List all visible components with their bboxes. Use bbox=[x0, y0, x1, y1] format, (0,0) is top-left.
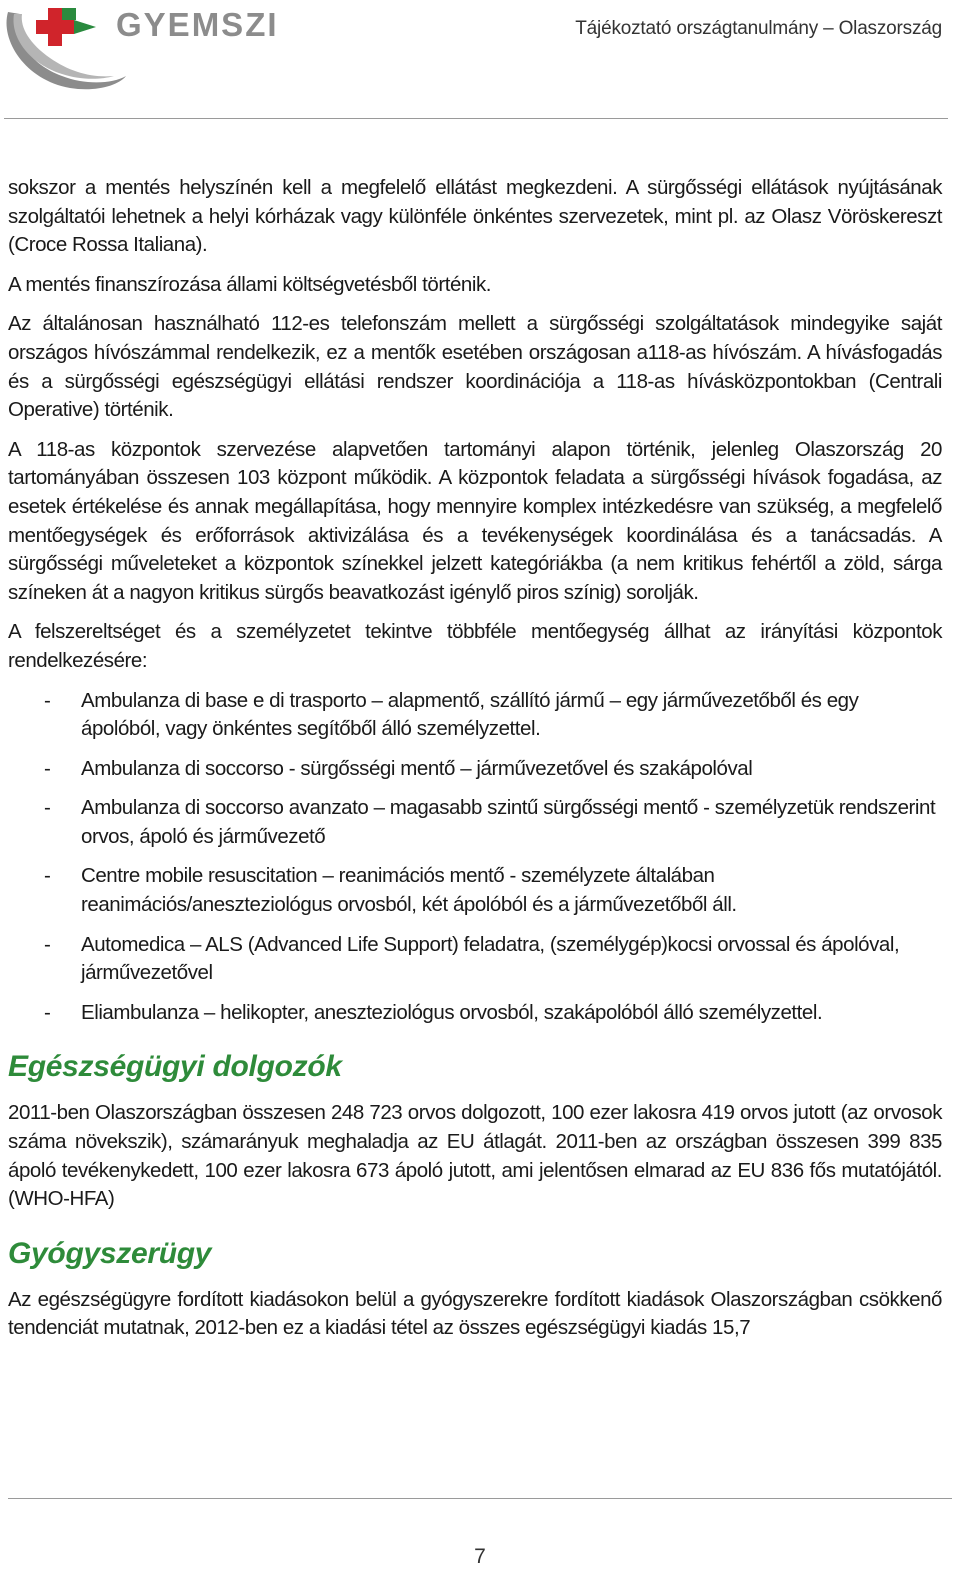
section-heading: Gyógyszerügy bbox=[8, 1236, 212, 1270]
document-header-title: Tájékoztató országtanulmány – Olaszország bbox=[575, 18, 942, 39]
footer-divider bbox=[8, 1498, 952, 1499]
list-item-text: Ambulanza di soccorso avanzato – magasabb szintű sürgősségi mentő - személyzetük rendszerint orvos, ápoló és járművezető bbox=[81, 796, 936, 848]
list-item bbox=[8, 862, 942, 919]
list-item bbox=[8, 687, 942, 744]
header-divider bbox=[4, 118, 948, 119]
paragraph: Az általánosan használható 112-es telefonszám mellett a sürgősségi szolgáltatások mindegyike saját országos hívószámmal rendelkezik, ez a mentők esetében országosan a118-as hívószám. A hívásfogadás és a sürgősségi egészségügyi ellátási rendszer koordinációja a 118-as hívásközpontokban (Centrali Operative) történik. bbox=[8, 312, 942, 422]
page-number: 7 bbox=[474, 1545, 486, 1568]
list-marker: - bbox=[44, 932, 51, 956]
list-marker: - bbox=[44, 864, 51, 888]
page-header bbox=[0, 0, 960, 120]
paragraph: 2011-ben Olaszországban összesen 248 723 orvos dolgozott, 100 ezer lakosra 419 orvos jutott (az orvosok száma növekszik), számarányuk meghaladja az EU átlagát. 2011-ben az országban összesen 399 835 ápoló tevékenykedett, 100 ezer lakosra 673 ápoló jutott, ami jelentősen elmarad az EU 836 fős mutatójától. (WHO-HFA) bbox=[8, 1101, 942, 1211]
paragraph: sokszor a mentés helyszínén kell a megfelelő ellátást megkezdeni. A sürgősségi ellátások nyújtásának szolgáltatói lehetnek a helyi kórházak vagy különféle önkéntes szervezetek, mint pl. az Olasz Vöröskereszt (Croce Rossa Italiana). bbox=[8, 176, 942, 257]
list-marker: - bbox=[44, 1000, 51, 1024]
list-marker: - bbox=[44, 796, 51, 820]
list-item bbox=[8, 931, 942, 988]
paragraph: Az egészségügyre fordított kiadásokon belül a gyógyszerekre fordított kiadások Olaszországban csökkenő tendenciát mutatnak, 2012-ben ez a kiadási tétel az összes egészségügyi kiadás 15,7 bbox=[8, 1287, 942, 1340]
list-item-text: Ambulanza di base e di trasporto – alapmentő, szállító jármű – egy járművezetőből és egy ápolóból, vagy önkéntes segítőből álló személyzettel. bbox=[81, 688, 859, 741]
page-content bbox=[8, 174, 942, 1354]
ambulance-type-list bbox=[8, 687, 942, 1028]
list-item-text: Eliambulanza – helikopter, aneszteziológus orvosból, szakápolóból álló személyzettel. bbox=[81, 1000, 823, 1024]
list-item bbox=[8, 794, 942, 851]
list-marker: - bbox=[44, 756, 51, 780]
paragraph: A 118-as központok szervezése alapvetően tartományi alapon történik, jelenleg Olaszország 20 tartományában összesen 103 központ működik. A központok feladata a sürgősségi hívások fogadása, az esetek értékelése és annak megállapítása, hogy mennyire komplex intézkedésre van szükség, a megfelelő mentőegységek és erőforrások aktivizálása és a tevékenységek koordinálása és a tanácsadás. A sürgősségi műveleteket a központok színekkel jelzett kategóriákba (a nem kritikus fehértől a zöld, sárga színeken át a nagyon kritikus sürgős beavatkozást igénylő piros színig) sorolják. bbox=[8, 437, 942, 604]
paragraph: A mentés finanszírozása állami költségvetésből történik. bbox=[8, 272, 491, 296]
list-item bbox=[8, 755, 942, 784]
logo-wordmark: GYEMSZI bbox=[116, 6, 279, 43]
list-marker: - bbox=[44, 688, 51, 712]
list-item-text: Ambulanza di soccorso - sürgősségi mentő – járművezetővel és szakápolóval bbox=[81, 756, 753, 780]
paragraph: A felszereltséget és a személyzetet tekintve többféle mentőegység állhat az irányítási központok rendelkezésére: bbox=[8, 620, 942, 672]
gyemszi-logo bbox=[0, 0, 300, 100]
list-item bbox=[8, 999, 942, 1028]
list-item-text: Centre mobile resuscitation – reanimációs mentő - személyzete általában reanimációs/aneszteziológus orvosból, két ápolóból és a járművezetőből áll. bbox=[81, 864, 737, 917]
list-item-text: Automedica – ALS (Advanced Life Support) feladatra, (személygép)kocsi orvossal és ápolóval, járművezetővel bbox=[81, 932, 900, 985]
section-heading: Egészségügyi dolgozók bbox=[8, 1050, 342, 1084]
